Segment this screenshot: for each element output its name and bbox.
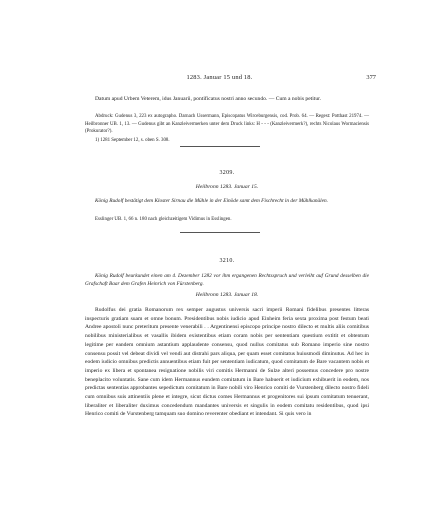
doc-3210-place-date: Heilbronn 1283. Januar 18. [195, 292, 259, 298]
running-head-title: 1283. Januar 15 und 18. [186, 74, 253, 81]
doc-3209-source [85, 216, 369, 224]
doc-3210-summary [85, 272, 369, 288]
doc-3209-place-date: Heilbronn 1283. Januar 15. [195, 184, 259, 190]
footnote: 1) 1281 September 12, s. oben S. 308. [95, 137, 170, 143]
page-number: 377 [366, 74, 376, 81]
doc-3210-summary-text: König Rudolf beurkundet einen am 4. Dezember 1282 vor ihm ergangenen Rechtsspruch und verleiht auf Grund desselben die Grafschaft Baar dem Grafen Heinrich von Fürstenberg. [85, 273, 369, 288]
dating-clause: Datum apud Urbem Veterem, idus Januarii, pontificatus nostri anno secundo. — Cum a nobis petitur. [95, 96, 322, 102]
doc-3209-number: 3209. [219, 170, 235, 176]
doc-3210-text-body: Rudolfus dei gratia Romanorum rex semper augustus universis sacri imperii Romani fidelibus presentes litteras inspecturis gratiam suam et omne bonum. Presidentibus nobis iudicio apud Einheim feria sexta proxima post festum beati Andree apostoli nunc preteritum presente venerabili . . Argentinensi episcopo principe nostro dilecto et multis aliis comitibus nobilibus ministerialibus et vasallis ibidem existentibus etiam coram nobis per sententiam questium extitit et obtentum legitime per eandem omnium astantium applaudente consensu, quod nullus comitatus sub Romano imperio sine nostro consensu possit vel debeat dividi vel vendi aut distrahi pars aliqua, per quam esset comitatus huiusmodi diminutus. Ad hec in eodem iudicio omnibus predictis annuentibus etiam fuit per sententiam iudicatum, quod comitatum de Bare vacantem nobis et imperio ex libera et spontanea resignatione nobilis viri comitis Hermanni de Sulze alteri possemus concedere pro nostre beneplacito voluntatis. Sane cum idem Hermannus eundem comitatum in Bare habuerit et iudicium exhibuerit in eodem, nos predictas sententias approbantes sepedictum comitatum in Bare nobili viro Henrico comiti de Vurstenberg dilecto nostro fideli cum omnibus suis attinentiis plene et integre, sicut dictus comes Hermannus et progenitores sui ipsum comitatum tenuerant, liberaliter et liberaliter duximus concedendum mandantes universis et singulis in eodem comitatu residentibus, quod ipsi Henrico comiti de Vurstenberg tamquam suo domino reverenter obediant et intendant. Si quis vero in [85, 307, 369, 418]
print-note: Abdruck: Gudenus 3, 223 ex autographo. Darnach Ussermann, Episcopatus Wirceburgensis, cod. Prob. 64. — Regest: Potthast 21974. — Heilbronner UB. 1, 13. — Gudenus gibt an Kanzleivermerken unter dem Druck links: H - - - (Kanzleivermerk?), rechts Nicolaus Wormaciensis (Prokurator?). [85, 114, 369, 135]
separator-rule [180, 146, 260, 147]
previous-document-dating [85, 95, 369, 104]
doc-3209-summary-text: König Rudolf bestätigt dem Kloster Sirnau die Mühle in der Einöde samt dem Fischrecht in der Mühlkanälen. [95, 198, 328, 204]
doc-3210-number: 3210. [219, 258, 235, 264]
running-head [0, 73, 439, 83]
doc-3210-text [85, 306, 369, 419]
separator-rule-2 [180, 232, 260, 233]
doc-3209-summary [85, 197, 369, 205]
previous-document-notes [85, 113, 369, 144]
doc-3209-source-text: Esslinger UB. 1, 66 n. 180 nach gleichzeitigem Vidimus in Esslingen. [95, 217, 232, 222]
